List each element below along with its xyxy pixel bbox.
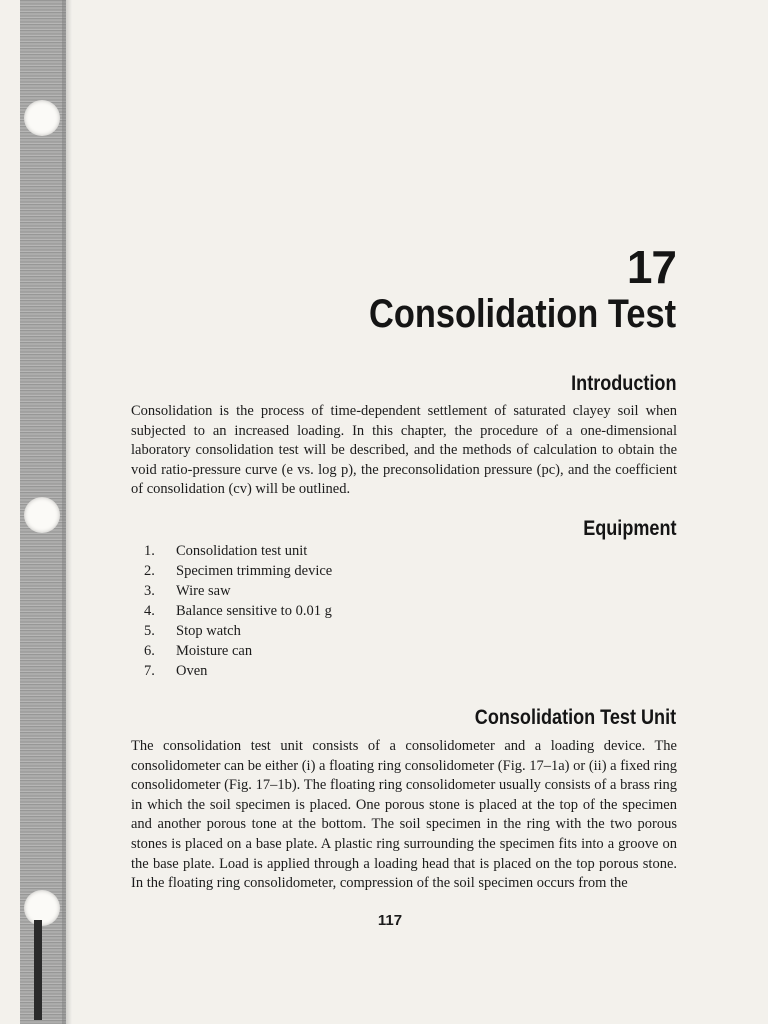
punch-hole: [24, 890, 60, 926]
binding-shadow: [62, 0, 72, 1024]
item-number: 5.: [144, 623, 155, 639]
binding-edge-mark: [34, 920, 42, 1020]
item-text: Consolidation test unit: [176, 543, 308, 559]
item-text: Stop watch: [176, 623, 241, 639]
introduction-paragraph: Consolidation is the process of time-dependent settlement of saturated clayey soil when subjected to an increased loading. In this chapter, the procedure of a one-dimensional laboratory consolidation test will be described, and the methods of calculation to obtain the void ratio-pressure curve (e vs. log p), the preconsolidation pressure (pc), and the coefficient of consolidation (cv) will be outlined.: [131, 403, 677, 498]
list-item: [144, 621, 332, 641]
list-item: [144, 541, 332, 561]
item-text: Specimen trimming device: [176, 563, 333, 579]
item-number: 2.: [144, 563, 155, 579]
item-text: Oven: [176, 663, 208, 679]
item-text: Wire saw: [176, 583, 231, 599]
list-item: [144, 581, 332, 601]
item-number: 4.: [144, 603, 155, 619]
item-number: 1.: [144, 543, 155, 559]
chapter-title: Consolidation Test: [368, 292, 676, 336]
equipment-list: [144, 541, 332, 681]
item-text: Moisture can: [176, 643, 253, 659]
punch-hole: [24, 497, 60, 533]
item-text: Balance sensitive to 0.01 g: [176, 603, 332, 619]
list-item: [144, 641, 332, 661]
chapter-number: 17: [626, 241, 676, 293]
item-number: 7.: [144, 663, 155, 679]
test-unit-paragraph: The consolidation test unit consists of a consolidometer and a loading device. The consolidometer can be either (i) a floating ring consolidometer (Fig. 17–1a) or (ii) a fixed ring consolidometer (Fig. 17–1b). The floating ring consolidometer usually consists of a brass ring in which the soil specimen is placed. One porous stone is placed at the top of the specimen and another porous tone at the bottom. The soil specimen in the ring with the two porous stones is placed on a base plate. A plastic ring surrounding the specimen fits into a groove on the base plate. Load is applied through a loading head that is placed on the top porous stone. In the floating ring consolidometer, compression of the soil specimen occurs from the: [131, 738, 677, 892]
list-item: [144, 561, 332, 581]
punch-hole: [24, 100, 60, 136]
list-item: [144, 661, 332, 681]
test-unit-heading: Consolidation Test Unit: [474, 706, 676, 729]
list-item: [144, 601, 332, 621]
introduction-heading: Introduction: [570, 372, 676, 395]
item-number: 3.: [144, 583, 155, 599]
item-number: 6.: [144, 643, 155, 659]
equipment-heading: Equipment: [582, 517, 676, 540]
page-number: 117: [377, 912, 403, 929]
